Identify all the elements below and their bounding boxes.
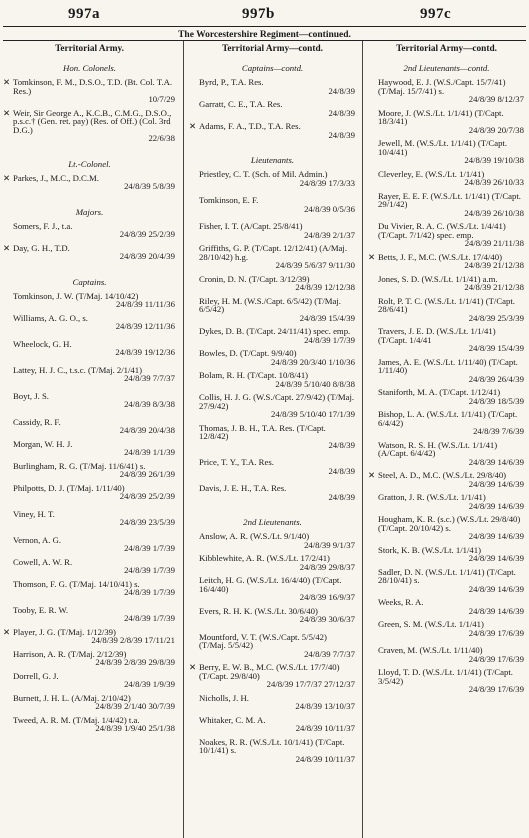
- officer-entry: [3, 109, 176, 143]
- officer-name: Parkes, J., M.C., D.C.M.: [13, 172, 99, 183]
- seniority-dates: 24/8/39 14/6/39: [468, 500, 524, 511]
- cross-mark-icon: ✕: [3, 626, 11, 637]
- column-divider-1: [183, 41, 184, 838]
- officer-name: Du Vivier, R. A. C. (W.S./Lt. 1/4/41) (T/Capt. 7/1/42) spec. emp.: [378, 221, 506, 240]
- seniority-dates: 24/8/39 5/10/40 8/8/38: [275, 378, 355, 389]
- seniority-dates: 24/8/39 26/10/38: [464, 207, 524, 218]
- officer-entry: [368, 546, 525, 563]
- seniority-dates: 24/8/39 14/6/39: [468, 478, 524, 489]
- section-heading: 2nd Lieutenants—contd.: [403, 63, 490, 73]
- cross-mark-icon: ✕: [3, 77, 11, 87]
- officer-name: Wheelock, G. H.: [13, 338, 72, 349]
- section-heading: Lt.-Colonel.: [68, 158, 111, 169]
- seniority-dates: 24/8/39 14/6/39: [468, 531, 524, 541]
- officer-name: Berry, E. W. B., M.C. (W.S./Lt. 17/7/40) (T/Capt. 29/8/40): [199, 662, 340, 681]
- column-header: Territorial Army.: [55, 44, 124, 54]
- officer-entry: [189, 607, 356, 624]
- officer-name: Cronin, D. N. (T/Capt. 3/12/39): [199, 273, 310, 284]
- officer-name: Anslow, A. R. (W.S./Lt. 9/1/40): [199, 531, 310, 541]
- officer-name: Weeks, R. A.: [378, 597, 424, 607]
- officer-entry: [189, 694, 356, 711]
- seniority-dates: 24/8/39 7/6/39: [473, 426, 524, 436]
- officer-name: Tweed, A. R. M. (T/Maj. 1/4/42) t.a.: [13, 714, 140, 725]
- officer-entry: [189, 222, 356, 239]
- seniority-dates: 24/8/39 8/3/38: [124, 399, 175, 409]
- seniority-dates: 24/8/39 18/5/39: [468, 395, 524, 406]
- officer-name: Viney, H. T.: [13, 508, 55, 519]
- officer-entry: [189, 122, 356, 139]
- officer-entry: [3, 340, 176, 357]
- seniority-dates: 24/8/39 12/12/38: [295, 282, 355, 292]
- officer-name: Cowell, A. W. R.: [13, 556, 73, 567]
- seniority-dates: 24/8/39 1/7/39: [124, 613, 175, 623]
- seniority-dates: 24/8/39 1/7/39: [124, 587, 175, 597]
- officer-name: Collis, H. J. G. (W.S./Capt. 27/9/42) (T/Maj. 27/9/42): [199, 392, 355, 411]
- officer-entry: [189, 576, 356, 602]
- officer-name: Whitaker, C. M. A.: [199, 714, 266, 725]
- officer-entry: [189, 554, 356, 571]
- officer-entry: [3, 558, 176, 575]
- officer-entry: [189, 349, 356, 366]
- seniority-dates: 24/8/39 5/10/40 17/1/39: [271, 409, 355, 419]
- officer-entry: [3, 418, 176, 435]
- seniority-dates: 24/8/39 1/9/39: [124, 679, 175, 689]
- officer-entry: [189, 170, 356, 187]
- officer-name: Kibblewhite, A. R. (W.S./Lt. 17/2/41): [199, 553, 330, 563]
- seniority-dates: 24/8/39 26/4/39: [468, 373, 524, 384]
- seniority-dates: 24/8/39 14/6/39: [468, 553, 524, 563]
- seniority-dates: 24/8/39 15/4/39: [468, 343, 524, 353]
- officer-name: Lattey, H. J. C., t.s.c. (T/Maj. 2/1/41): [13, 364, 143, 375]
- seniority-dates: 24/8/39 25/2/39: [119, 229, 175, 239]
- officer-entry: [3, 292, 176, 309]
- officer-name: Williams, A. G. O., s.: [13, 312, 88, 323]
- officer-entry: [3, 510, 176, 527]
- seniority-dates: 24/8/39 20/7/38: [468, 124, 524, 135]
- seniority-dates: 24/8/39 14/6/39: [468, 583, 524, 594]
- officer-name: Davis, J. E. H., T.A. Res.: [199, 483, 287, 493]
- officer-name: Tomkinson, F. M., D.S.O., T.D. (Bt. Col. T.A. Res.): [13, 77, 173, 96]
- officer-name: Lloyd, T. D. (W.S./Lt. 1/1/41) (T/Capt. 3/5/42): [378, 667, 513, 686]
- officer-entry: [3, 440, 176, 457]
- officer-name: Stork, K. B. (W.S./Lt. 1/1/41): [378, 544, 481, 555]
- officer-entry: [368, 620, 525, 637]
- officer-entry: [3, 716, 176, 733]
- title-rule-bottom: [3, 40, 526, 41]
- seniority-dates: 24/8/39 14/6/39: [468, 605, 524, 616]
- page-number-c: 997c: [420, 6, 452, 22]
- officer-entry: [368, 139, 525, 165]
- officer-name: Cleverley, E. (W.S./Lt. 1/1/41): [378, 168, 485, 179]
- officer-name: Philpotts, D. J. (T/Maj. 1/11/40): [13, 482, 125, 493]
- seniority-dates: 24/8/39 11/11/36: [116, 299, 175, 309]
- page-number-a: 997a: [68, 6, 100, 22]
- seniority-dates: 24/8/39 5/6/37 9/11/30: [275, 260, 355, 270]
- officer-entry: [3, 244, 176, 261]
- page-number-b: 997b: [242, 6, 275, 22]
- officer-name: Moore, J. (W.S./Lt. 1/1/41) (T/Capt. 18/3/41): [378, 107, 504, 126]
- seniority-dates: 24/8/39 14/6/39: [468, 456, 524, 467]
- cross-mark-icon: ✕: [368, 470, 376, 480]
- officer-name: Player, J. G. (T/Maj. 1/12/39): [13, 626, 116, 637]
- officer-entry: [368, 441, 525, 467]
- officer-entry: [368, 388, 525, 405]
- seniority-dates: 24/8/39 16/9/37: [299, 592, 355, 602]
- officer-entry: [368, 78, 525, 104]
- officer-name: Vernon, A. G.: [13, 534, 62, 545]
- column-c: [368, 44, 525, 694]
- officer-name: Boyt, J. S.: [13, 390, 49, 401]
- seniority-dates: 24/8/39 25/2/39: [119, 491, 175, 501]
- officer-entry: [189, 532, 356, 549]
- column-a: [3, 44, 176, 733]
- officer-entry: [189, 393, 356, 419]
- seniority-dates: 24/8/39 0/5/36: [304, 203, 355, 214]
- officer-entry: [368, 109, 525, 135]
- officer-entry: [3, 628, 176, 645]
- seniority-dates: 24/8/39 17/6/39: [468, 653, 524, 664]
- officer-name: Garratt, C. E., T.A. Res.: [199, 99, 283, 109]
- seniority-dates: 24/8/39 26/10/33: [464, 177, 524, 187]
- officer-name: James, A. E. (W.S./Lt. 1/11/40) (T/Capt. 1/11/40): [378, 356, 518, 375]
- officer-name: Bolam, R. H. (T/Capt. 10/8/41): [199, 370, 309, 380]
- seniority-dates: 10/7/29: [148, 94, 175, 104]
- seniority-dates: 24/8/39 1/9/40 25/1/38: [95, 723, 175, 733]
- officer-name: Mountford, V. T. (W.S./Capt. 5/5/42) (T/Maj. 5/5/42): [199, 631, 327, 650]
- officer-name: Somers, F. J., t.a.: [13, 220, 73, 231]
- officer-name: Haywood, E. J. (W.S./Capt. 15/7/41) (T/Maj. 15/7/41) s.: [378, 77, 506, 96]
- officer-name: Hougham, K. R. (s.c.) (W.S./Lt. 29/8/40) (T/Capt. 20/10/42) s.: [378, 514, 521, 533]
- officer-entry: [189, 327, 356, 344]
- officer-name: Adams, F. A., T.D., T.A. Res.: [199, 121, 301, 131]
- seniority-dates: 24/8/39 21/12/38: [464, 260, 524, 270]
- seniority-dates: 24/8/39: [328, 129, 355, 140]
- officer-entry: [189, 297, 356, 323]
- officer-name: Dykes, D. B. (T/Capt. 24/11/41) spec. emp.: [199, 326, 351, 336]
- officer-name: Riley, H. M. (W.S./Capt. 6/5/42) (T/Maj. 6/5/42): [199, 295, 341, 314]
- officer-name: Staniforth, M. A. (T/Capt. 1/12/41): [378, 387, 501, 397]
- seniority-dates: 24/8/39 2/1/37: [304, 229, 355, 240]
- seniority-dates: 24/8/39 10/11/37: [295, 753, 355, 764]
- seniority-dates: 24/8/39 15/4/39: [299, 312, 355, 323]
- officer-name: Thomas, J. B. H., T.A. Res. (T/Capt. 12/8/42): [199, 422, 326, 441]
- officer-entry: [368, 222, 525, 248]
- officer-entry: [3, 650, 176, 667]
- seniority-dates: 24/8/39 2/8/39 29/8/39: [95, 657, 175, 667]
- section-heading: Majors.: [75, 206, 104, 217]
- cross-mark-icon: ✕: [3, 172, 11, 183]
- officer-name: Noakes, R. R. (W.S./Lt. 10/1/41) (T/Capt. 10/1/41) s.: [199, 736, 345, 755]
- officer-name: Nicholls, J. H.: [199, 692, 249, 703]
- officer-name: Cassidy, R. F.: [13, 416, 61, 427]
- regiment-title: The Worcestershire Regiment—continued.: [178, 30, 351, 40]
- officer-entry: [368, 297, 525, 323]
- officer-name: Betts, J. F., M.C. (W.S./Lt. 17/4/40): [378, 251, 502, 262]
- entry-list: [3, 54, 176, 733]
- officer-entry: [189, 371, 356, 388]
- section-heading: Hon. Colonels.: [62, 63, 117, 73]
- seniority-dates: 24/8/39 1/1/39: [124, 447, 175, 457]
- seniority-dates: 24/8/39 17/6/39: [468, 627, 524, 638]
- officer-name: Tomkinson, J. W. (T/Maj. 14/10/42): [13, 290, 139, 301]
- seniority-dates: 24/8/39 19/10/38: [464, 155, 524, 165]
- officer-entry: [3, 536, 176, 553]
- officer-name: Gratton, J. R. (W.S./Lt. 1/1/41): [378, 492, 486, 502]
- seniority-dates: 24/8/39: [328, 85, 355, 96]
- seniority-dates: 24/8/39: [328, 465, 355, 476]
- seniority-dates: 24/8/39 20/3/40 1/10/36: [271, 356, 355, 367]
- section-heading: 2nd Lieutenants.: [243, 517, 302, 527]
- cross-mark-icon: ✕: [3, 107, 11, 118]
- officer-entry: [368, 668, 525, 694]
- officer-name: Steel, A. D., M.C. (W.S./Lt. 29/8/40): [378, 470, 507, 480]
- officer-name: Bowles, D. (T/Capt. 9/9/40): [199, 348, 297, 358]
- seniority-dates: 24/8/39 8/12/37: [468, 94, 524, 104]
- officer-entry: [368, 253, 525, 270]
- officer-name: Rolt, P. T. C. (W.S./Lt. 1/1/41) (T/Capt. 28/6/41): [378, 295, 515, 314]
- officer-entry: [3, 222, 176, 239]
- title-rule-top: [3, 26, 526, 27]
- seniority-dates: 24/8/39 30/6/37: [299, 614, 355, 624]
- seniority-dates: 24/8/39 7/7/37: [304, 648, 355, 659]
- column-header: Territorial Army—contd.: [396, 44, 497, 54]
- seniority-dates: 24/8/39 1/7/39: [304, 334, 355, 345]
- officer-name: Harrison, A. R. (T/Maj. 2/12/39): [13, 648, 127, 659]
- officer-name: Weir, Sir George A., K.C.B., C.M.G., D.S.O., p.s.c.† (Gen. ret. pay) (Res. of Off.) (Col. 3rd D.G.): [13, 107, 172, 135]
- officer-entry: [3, 484, 176, 501]
- cross-mark-icon: ✕: [189, 121, 197, 131]
- seniority-dates: 24/8/39 19/12/36: [115, 347, 175, 357]
- officer-entry: [189, 484, 356, 501]
- seniority-dates: 24/8/39 20/4/38: [119, 425, 175, 435]
- seniority-dates: 24/8/39 21/11/38: [464, 238, 524, 248]
- officer-entry: [189, 100, 356, 117]
- seniority-dates: 24/8/39: [328, 439, 355, 450]
- seniority-dates: 24/8/39 17/6/39: [468, 684, 524, 694]
- seniority-dates: 24/8/39 10/11/37: [295, 723, 355, 733]
- officer-name: Green, S. M. (W.S./Lt. 1/1/41): [378, 619, 484, 629]
- seniority-dates: 24/8/39 9/1/37: [304, 539, 355, 550]
- officer-name: Burnett, J. H. L. (A/Maj. 2/10/42): [13, 692, 131, 703]
- seniority-dates: 24/8/39 2/1/40 30/7/39: [95, 701, 175, 711]
- seniority-dates: 22/6/38: [148, 133, 175, 143]
- officer-entry: [189, 633, 356, 659]
- seniority-dates: 24/8/39 17/3/33: [299, 177, 355, 188]
- seniority-dates: 24/8/39 7/7/37: [124, 373, 175, 383]
- officer-entry: [368, 646, 525, 663]
- seniority-dates: 24/8/39 21/12/38: [464, 282, 524, 292]
- officer-name: Craven, M. (W.S./Lt. 1/11/40): [378, 645, 483, 655]
- entry-list: [368, 54, 525, 694]
- officer-entry: [368, 471, 525, 488]
- seniority-dates: 24/8/39 26/1/39: [119, 469, 175, 479]
- officer-name: Tomkinson, E. F.: [199, 195, 259, 205]
- seniority-dates: 24/8/39: [328, 107, 355, 118]
- cross-mark-icon: ✕: [3, 242, 11, 253]
- cross-mark-icon: ✕: [189, 662, 197, 672]
- officer-name: Day, G. H., T.D.: [13, 242, 70, 253]
- seniority-dates: 24/8/39 29/8/37: [299, 561, 355, 572]
- section-heading: Captains.: [72, 276, 107, 287]
- officer-name: Priestley, C. T. (Sch. of Mil. Admin.): [199, 169, 328, 179]
- column-b: [189, 44, 356, 763]
- officer-entry: [368, 192, 525, 218]
- entry-list: [189, 54, 356, 763]
- officer-entry: [3, 366, 176, 383]
- officer-entry: [3, 462, 176, 479]
- officer-name: Bishop, L. A. (W.S./Lt. 1/1/41) (T/Capt. 6/4/42): [378, 409, 518, 428]
- officer-entry: [368, 598, 525, 615]
- officer-entry: [368, 358, 525, 384]
- officer-entry: [189, 458, 356, 475]
- officer-entry: [189, 196, 356, 213]
- officer-name: Thomson, F. G. (T/Maj. 14/10/41) s.: [13, 578, 140, 589]
- officer-name: Jones, S. D. (W.S./Lt. 1/1/41) a.m.: [378, 273, 498, 284]
- officer-name: Price, T. Y., T.A. Res.: [199, 457, 274, 467]
- officer-name: Tooby, E. R. W.: [13, 604, 69, 615]
- officer-entry: [3, 392, 176, 409]
- seniority-dates: 24/8/39 17/7/37 27/12/37: [266, 679, 355, 689]
- seniority-dates: 24/8/39: [328, 491, 355, 502]
- seniority-dates: 24/8/39 12/11/36: [115, 321, 175, 331]
- officer-entry: [368, 493, 525, 510]
- officer-entry: [3, 580, 176, 597]
- officer-entry: [3, 694, 176, 711]
- seniority-dates: 24/8/39 25/3/39: [468, 312, 524, 323]
- officer-entry: [368, 327, 525, 353]
- section-heading: Lieutenants.: [250, 155, 295, 165]
- officer-name: Morgan, W. H. J.: [13, 438, 73, 449]
- officer-entry: [368, 410, 525, 436]
- officer-name: Travers, J. E. D. (W.S./Lt. 1/1/41) (T/Capt. 1/4/41: [378, 326, 496, 345]
- officer-entry: [189, 244, 356, 270]
- officer-entry: [189, 424, 356, 450]
- officer-name: Byrd, P., T.A. Res.: [199, 77, 264, 87]
- officer-entry: [189, 738, 356, 764]
- officer-name: Watson, R. S. H. (W.S./Lt. 1/1/41) (A/Capt. 6/4/42): [378, 439, 498, 458]
- officer-entry: [3, 78, 176, 104]
- officer-entry: [189, 663, 356, 689]
- officer-entry: [368, 170, 525, 187]
- officer-entry: [3, 314, 176, 331]
- officer-name: Leitch, H. G. (W.S./Lt. 16/4/40) (T/Capt. 16/4/40): [199, 575, 342, 594]
- seniority-dates: 24/8/39 1/7/39: [124, 543, 175, 553]
- officer-entry: [368, 275, 525, 292]
- officer-name: Griffiths, G. P. (T/Capt. 12/12/41) (A/Maj. 28/10/42) h.g.: [199, 243, 347, 262]
- officer-entry: [368, 515, 525, 541]
- officer-entry: [368, 568, 525, 594]
- cross-mark-icon: ✕: [368, 251, 376, 262]
- seniority-dates: 24/8/39 23/5/39: [119, 517, 175, 527]
- officer-entry: [189, 275, 356, 292]
- seniority-dates: 24/8/39 20/4/39: [119, 251, 175, 261]
- officer-entry: [3, 672, 176, 689]
- officer-entry: [189, 78, 356, 95]
- section-heading: Captains—contd.: [241, 63, 304, 73]
- officer-name: Jewell, M. (W.S./Lt. 1/1/41) (T/Capt. 10/4/41): [378, 138, 508, 157]
- column-header: Territorial Army—contd.: [222, 44, 323, 54]
- officer-entry: [3, 606, 176, 623]
- seniority-dates: 24/8/39 13/10/37: [295, 701, 355, 711]
- officer-name: Dorrell, G. J.: [13, 670, 59, 681]
- seniority-dates: 24/8/39 5/8/39: [124, 181, 175, 191]
- officer-name: Sadler, D. N. (W.S./Lt. 1/1/41) (T/Capt. 28/10/41) s.: [378, 566, 516, 585]
- seniority-dates: 24/8/39 2/8/39 17/11/21: [91, 635, 175, 645]
- seniority-dates: 24/8/39 1/7/39: [124, 565, 175, 575]
- officer-name: Rayer, E. E. F. (W.S./Lt. 1/1/41) (T/Capt. 29/1/42): [378, 190, 521, 209]
- officer-entry: [3, 174, 176, 191]
- officer-name: Burlingham, R. G. (T/Maj. 11/6/41) s.: [13, 460, 146, 471]
- officer-name: Evers, R. H. K. (W.S./Lt. 30/6/40): [199, 605, 318, 616]
- officer-entry: [189, 716, 356, 733]
- column-divider-2: [362, 41, 363, 838]
- officer-name: Fisher, I. T. (A/Capt. 25/8/41): [199, 221, 303, 231]
